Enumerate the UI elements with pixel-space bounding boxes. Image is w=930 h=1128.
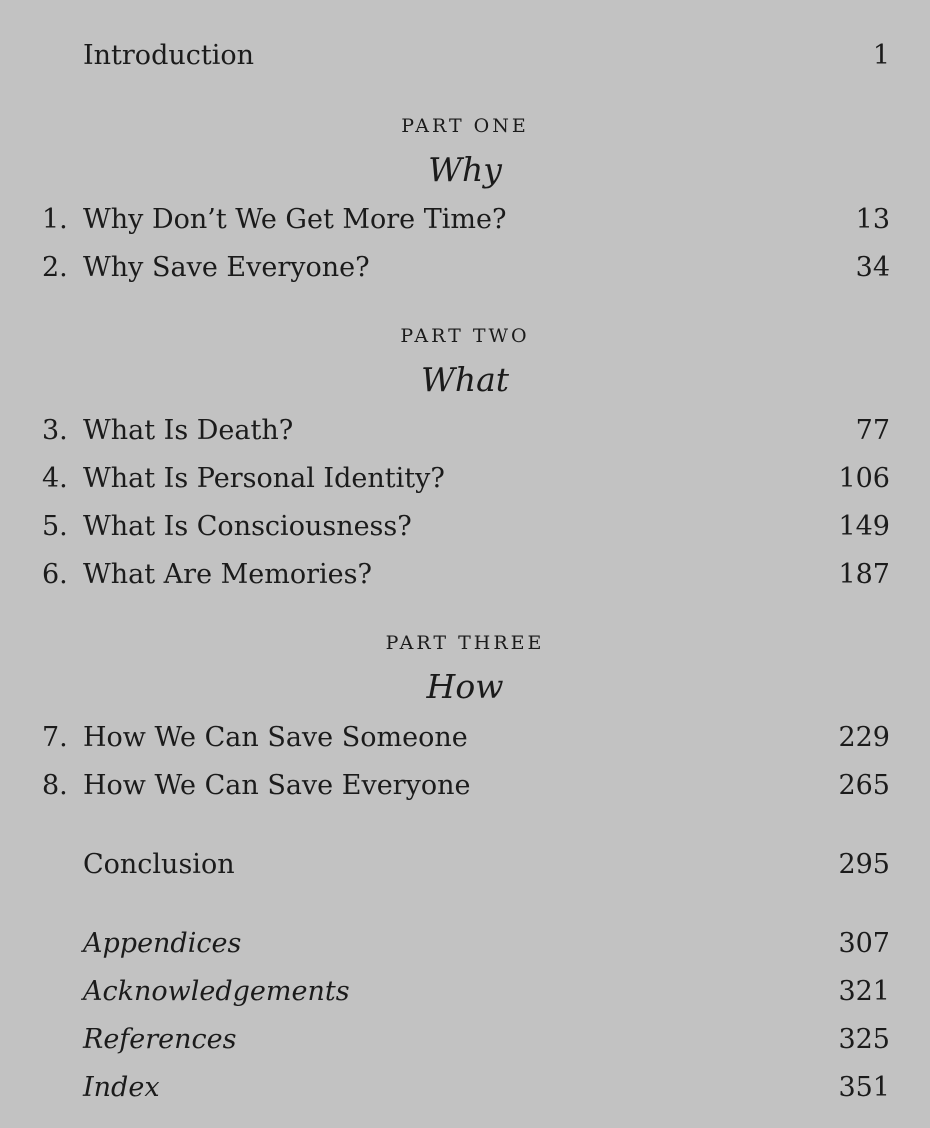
part-two-label: PART TWO (400, 325, 530, 347)
entry-page-number: 307 (838, 928, 890, 959)
part-three-title: How (426, 667, 504, 706)
entry-title: What Is Personal Identity? (83, 463, 445, 494)
chapter-number: 6. (42, 559, 68, 590)
entry-title: References (83, 1024, 237, 1055)
part-two-title: What (420, 360, 510, 399)
entry-title: What Is Consciousness? (83, 511, 412, 542)
toc-entry-chapter-6[interactable] (0, 555, 930, 595)
entry-page-number: 295 (838, 849, 890, 880)
entry-page-number: 106 (838, 463, 890, 494)
toc-entry-chapter-3[interactable] (0, 411, 930, 451)
toc-entry-chapter-7[interactable] (0, 718, 930, 758)
chapter-number: 1. (42, 204, 68, 235)
entry-page-number: 187 (838, 559, 890, 590)
part-three-label: PART THREE (385, 632, 545, 654)
entry-title: Index (83, 1072, 160, 1103)
entry-title: Why Don’t We Get More Time? (83, 204, 507, 235)
part-one-label: PART ONE (401, 115, 529, 137)
toc-entry-introduction[interactable] (0, 36, 930, 76)
toc-entry-references[interactable] (0, 1020, 930, 1060)
toc-entry-chapter-8[interactable] (0, 766, 930, 806)
toc-entry-appendices[interactable] (0, 924, 930, 964)
toc-entry-chapter-4[interactable] (0, 459, 930, 499)
entry-title: Appendices (83, 928, 242, 959)
toc-entry-acknowledgements[interactable] (0, 972, 930, 1012)
entry-page-number: 265 (838, 770, 890, 801)
entry-page-number: 77 (855, 415, 890, 446)
entry-page-number: 13 (855, 204, 890, 235)
entry-page-number: 1 (872, 40, 890, 71)
entry-page-number: 325 (838, 1024, 890, 1055)
entry-title: Introduction (83, 40, 254, 71)
chapter-number: 8. (42, 770, 68, 801)
toc-entry-conclusion[interactable] (0, 845, 930, 885)
entry-title: What Is Death? (83, 415, 294, 446)
toc-entry-chapter-5[interactable] (0, 507, 930, 547)
entry-page-number: 229 (838, 722, 890, 753)
chapter-number: 7. (42, 722, 68, 753)
toc-entry-index[interactable] (0, 1068, 930, 1108)
entry-page-number: 321 (838, 976, 890, 1007)
entry-title: How We Can Save Everyone (83, 770, 471, 801)
chapter-number: 3. (42, 415, 68, 446)
entry-page-number: 34 (855, 252, 890, 283)
toc-entry-chapter-1[interactable] (0, 200, 930, 240)
entry-page-number: 351 (838, 1072, 890, 1103)
chapter-number: 4. (42, 463, 68, 494)
entry-title: What Are Memories? (83, 559, 372, 590)
entry-title: Acknowledgements (83, 976, 350, 1007)
chapter-number: 5. (42, 511, 68, 542)
entry-title: Conclusion (83, 849, 235, 880)
entry-title: How We Can Save Someone (83, 722, 468, 753)
part-one-title: Why (428, 150, 502, 189)
chapter-number: 2. (42, 252, 68, 283)
entry-title: Why Save Everyone? (83, 252, 370, 283)
toc-entry-chapter-2[interactable] (0, 248, 930, 288)
entry-page-number: 149 (838, 511, 890, 542)
